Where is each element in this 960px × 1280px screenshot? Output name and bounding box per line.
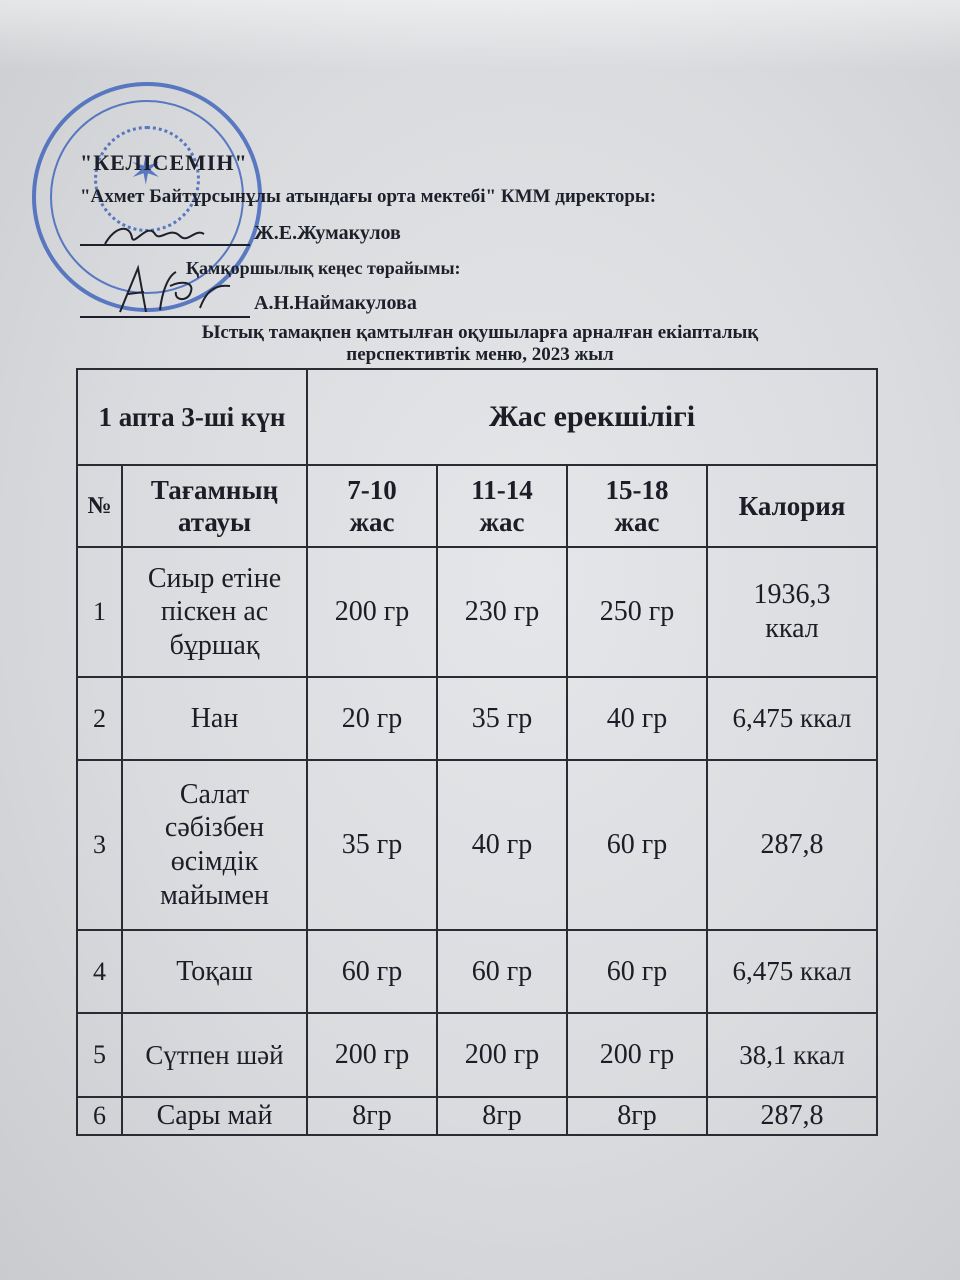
portion-7-10: 60 гр: [307, 930, 437, 1013]
portion-7-10: 20 гр: [307, 677, 437, 760]
paper-glare: [0, 0, 960, 70]
portion-11-14: 60 гр: [437, 930, 567, 1013]
portion-7-10: 8гр: [307, 1097, 437, 1135]
table-row: [77, 760, 877, 930]
age-group-label: Жас ерекшілігі: [307, 369, 877, 465]
column-header-name: Тағамның атауы: [122, 465, 307, 547]
column-header-age-15-18: 15-18 жас: [567, 465, 707, 547]
table-row: [77, 1097, 877, 1135]
calories: 38,1 ккал: [707, 1013, 877, 1097]
table-row: [77, 677, 877, 760]
portion-15-18: 60 гр: [567, 930, 707, 1013]
portion-11-14: 8гр: [437, 1097, 567, 1135]
column-header-calories: Калория: [707, 465, 877, 547]
row-number: 2: [77, 677, 122, 760]
row-number: 1: [77, 547, 122, 677]
calories: 6,475 ккал: [707, 930, 877, 1013]
portion-7-10: 200 гр: [307, 547, 437, 677]
portion-15-18: 8гр: [567, 1097, 707, 1135]
dish-name: Нан: [122, 677, 307, 760]
column-header-num: №: [77, 465, 122, 547]
column-header-age-7-10: 7-10 жас: [307, 465, 437, 547]
row-number: 3: [77, 760, 122, 930]
calories: 287,8: [707, 1097, 877, 1135]
column-header-age-11-14: 11-14 жас: [437, 465, 567, 547]
approval-heading: "КЕЛІСЕМІН": [80, 150, 248, 175]
portion-11-14: 35 гр: [437, 677, 567, 760]
portion-7-10: 200 гр: [307, 1013, 437, 1097]
dish-name: Сиыр етіне піскен ас бұршақ: [122, 547, 307, 677]
director-signature: [100, 216, 210, 252]
school-director-line: "Ахмет Байтұрсынұлы атындағы орта мектебі" КММ директоры:: [80, 186, 657, 207]
table-row: [77, 930, 877, 1013]
day-label: 1 апта 3-ші күн: [77, 369, 307, 465]
menu-table: [76, 368, 878, 1136]
row-number: 4: [77, 930, 122, 1013]
portion-11-14: 230 гр: [437, 547, 567, 677]
director-name: Ж.Е.Жумакулов: [254, 222, 401, 244]
board-signature: [110, 262, 240, 318]
calories: 6,475 ккал: [707, 677, 877, 760]
dish-name: Салат сәбізбен өсімдік майымен: [122, 760, 307, 930]
menu-title-line2: перспективтік меню, 2023 жыл: [346, 344, 614, 365]
calories: 287,8: [707, 760, 877, 930]
column-header-row: [77, 465, 877, 547]
table-row: [77, 547, 877, 677]
dish-name: Сүтпен шәй: [122, 1013, 307, 1097]
row-number: 5: [77, 1013, 122, 1097]
portion-7-10: 35 гр: [307, 760, 437, 930]
board-title: Қамқоршылық кеңес төрайымы:: [186, 258, 461, 278]
portion-15-18: 200 гр: [567, 1013, 707, 1097]
portion-15-18: 60 гр: [567, 760, 707, 930]
portion-15-18: 40 гр: [567, 677, 707, 760]
row-number: 6: [77, 1097, 122, 1135]
dish-name: Тоқаш: [122, 930, 307, 1013]
portion-15-18: 250 гр: [567, 547, 707, 677]
portion-11-14: 40 гр: [437, 760, 567, 930]
calories: 1936,3 ккал: [707, 547, 877, 677]
portion-11-14: 200 гр: [437, 1013, 567, 1097]
menu-title-line1: Ыстық тамақпен қамтылған оқушыларға арналған екіапталық: [201, 322, 759, 343]
dish-name: Сары май: [122, 1097, 307, 1135]
table-row: [77, 1013, 877, 1097]
board-name: А.Н.Наймакулова: [254, 292, 417, 314]
